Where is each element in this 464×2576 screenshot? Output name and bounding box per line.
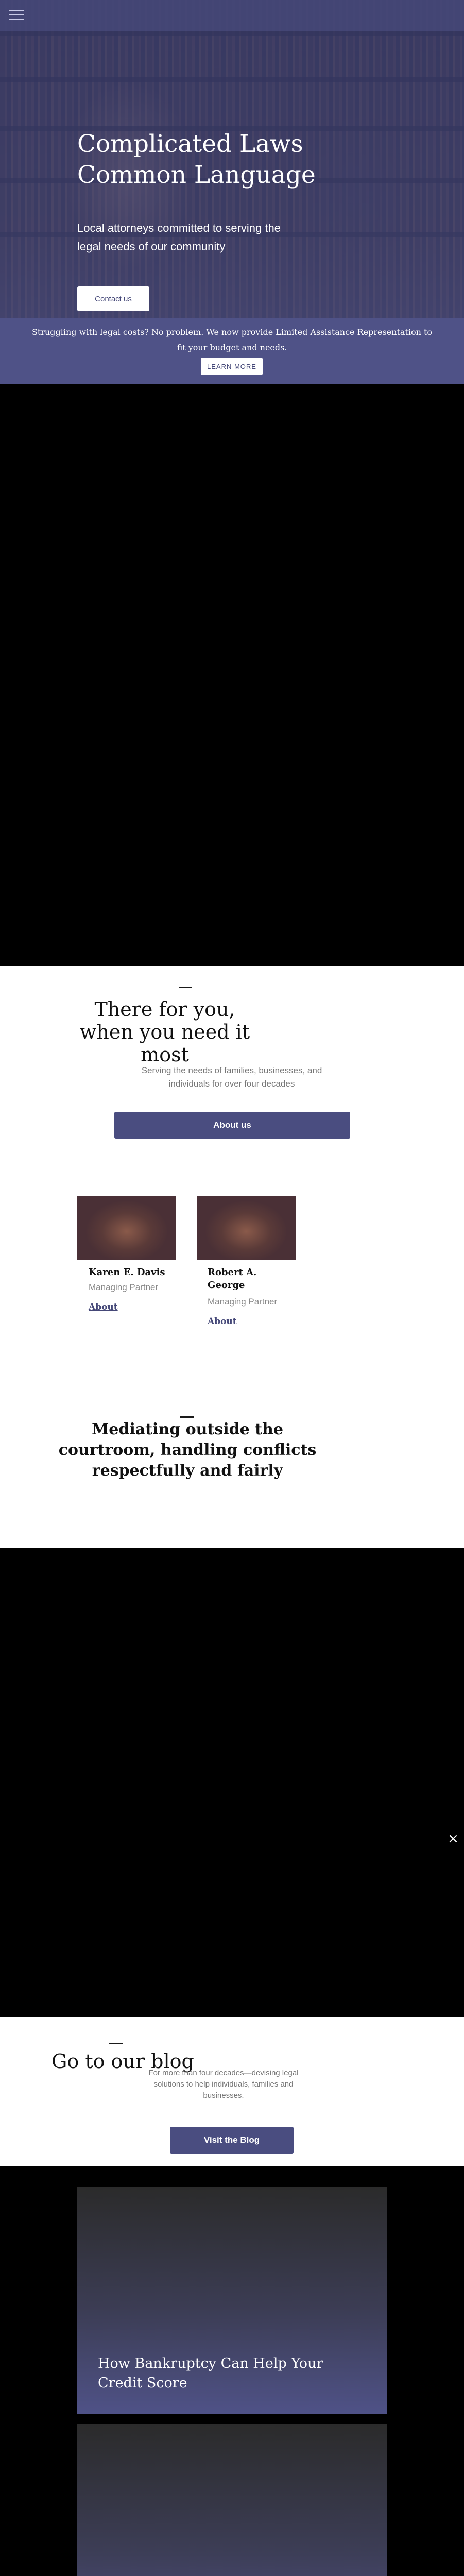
about-us-button[interactable]: About us — [114, 1112, 350, 1139]
about-title-line1: There for you, — [94, 998, 235, 1021]
video-area-2 — [0, 1548, 464, 2017]
about-section — [0, 966, 464, 1548]
hero-title — [77, 129, 366, 191]
about-title — [57, 998, 273, 1066]
video-area — [0, 384, 464, 966]
attorney-photo — [197, 1196, 296, 1260]
attorney-about-link[interactable]: About — [89, 1302, 118, 1312]
hero-title-line1: Complicated Laws — [77, 130, 303, 158]
top-navigation-bar — [0, 0, 464, 31]
attorney-photo — [77, 1196, 176, 1260]
legal-costs-banner — [0, 318, 464, 384]
hero-subtitle: Local attorneys committed to serving the legal needs of our community — [77, 222, 281, 253]
blog-posts-list — [0, 2166, 464, 2576]
hero-title-line2: Common Language — [77, 161, 316, 189]
blog-title: Go to our blog — [51, 2050, 194, 2073]
section-dash — [180, 1416, 194, 1418]
close-icon[interactable]: × — [448, 1831, 459, 1846]
section-dash — [179, 987, 192, 988]
banner-text: Struggling with legal costs? No problem. We now provide Limited Assistance Representation to fit your budget and needs. — [31, 327, 433, 352]
section-dash — [109, 2043, 123, 2044]
blog-post-card[interactable] — [77, 2187, 387, 2414]
blog-post-card[interactable] — [77, 2424, 387, 2576]
blog-description: For more than four decades—devising legal solutions to help individuals, families and businesses. — [148, 2069, 299, 2100]
blog-section — [0, 2017, 464, 2166]
mediation-title: Mediating outside the courtroom, handling conflicts respectfully and fairly — [58, 1420, 317, 1480]
blog-post-title: How Bankruptcy Can Help Your Credit Score — [98, 2355, 323, 2391]
attorney-role: Managing Partner — [89, 1282, 159, 1292]
about-description: Serving the needs of families, businesses, and individuals for over four decades — [141, 1065, 322, 1089]
attorney-name: Karen E. Davis — [89, 1267, 165, 1278]
attorney-name: Robert A. George — [208, 1267, 257, 1291]
contact-us-button[interactable]: Contact us — [77, 286, 149, 311]
attorney-about-link[interactable]: About — [208, 1316, 237, 1327]
visit-blog-button[interactable]: Visit the Blog — [170, 2127, 294, 2154]
about-title-line2: when you need it most — [79, 1021, 250, 1066]
hamburger-menu-icon[interactable] — [9, 9, 24, 21]
attorney-role: Managing Partner — [208, 1297, 278, 1307]
learn-more-button[interactable]: LEARN MORE — [201, 358, 263, 375]
